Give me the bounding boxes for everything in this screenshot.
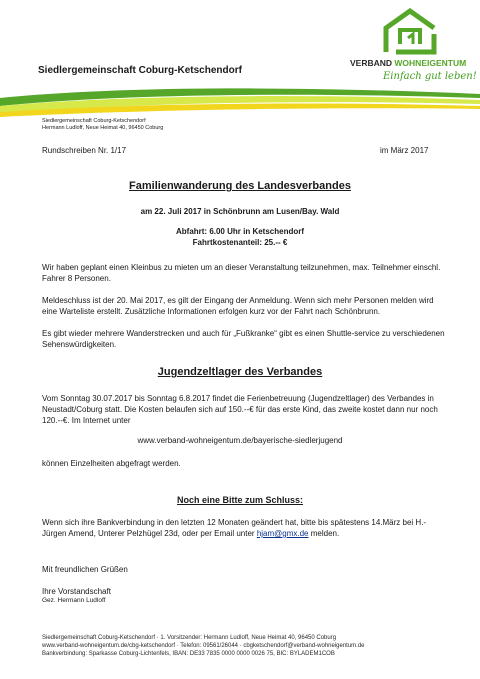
letter-date: im März 2017 [380,146,429,155]
hike-departure-info [0,226,480,248]
logo-slogan: Einfach gut leben! [383,71,477,82]
hike-paragraph: Meldeschluss ist der 20. Mai 2017, es gilt der Eingang der Anmeldung. Wenn sich mehr Personen melden wird eine Warteliste erstellt. Zusätzliche Informationen erfolgen kurz vor der Fahrt nach Schönbrunn. [42,296,434,316]
sender-line: Siedlergemeinschaft Coburg-Ketschendorf [42,118,146,124]
closing-greeting: Mit freundlichen Grüßen [42,565,128,574]
signature-name: Gez. Hermann Ludloff [42,597,106,604]
camp-paragraph: können Einzelheiten abgefragt werden. [42,459,181,468]
house-logo-icon [380,8,440,56]
hike-paragraph: Wir haben geplant einen Kleinbus zu mieten um an dieser Veranstaltung teilzunehmen, max. Teilnehmer einschl. Fahrer 8 Personen. [42,263,441,283]
hike-date-location: am 22. Juli 2017 in Schönbrunn am Lusen/Bay. Wald [140,207,340,216]
camp-paragraph: Vom Sonntag 30.07.2017 bis Sonntag 6.8.2017 findet die Ferienbetreuung (Jugendzeltlager) des Verbandes in Neustadt/Coburg statt. Die Kosten belaufen sich auf 150.--€ für das erste Kind, das zweite kostet dann nur noch 120.--€. Im Internet unter [42,394,438,425]
board-signoff: Ihre Vorstandschaft [42,587,111,596]
fare-share: Fahrtkostenanteil: 25.-- € [192,238,288,247]
footer-line: Bankverbindung: Sparkasse Coburg-Lichtenfels, IBAN: DE33 7835 0000 0000 0026 75, BIC: BYLADEM1COB [42,651,335,657]
sender-line: Hermann Ludloff, Neue Heimat 40, 96450 Coburg [42,125,164,131]
section-title-request: Noch eine Bitte zum Schluss: [176,495,304,505]
org-title: Siedlergemeinschaft Coburg-Ketschendorf [38,65,242,76]
sender-address [42,118,163,132]
header-swoosh [0,84,480,118]
footer-line: www.verband-wohneigentum.de/cbg-ketschendorf · Telefon: 09561/26044 · cbgketschendorf@verband-wohneigentum.de [42,643,365,649]
logo-brand-prefix: VERBAND [350,58,395,68]
bank-change-paragraph [42,517,447,539]
logo-brand-highlight: WOHNEIGENTUM [394,58,467,68]
footer-line: Siedlergemeinschaft Coburg-Ketschendorf · 1. Vorsitzender: Hermann Ludloff, Neue Heimat 40, 96450 Coburg [42,635,337,641]
hike-paragraph: Es gibt wieder mehrere Wanderstrecken und auch für „Fußkranke“ gibt es einen Shuttle-service zu verschiedenen Sehenswürdigkeiten. [42,329,445,349]
section-title-youth-camp: Jugendzeltlager des Verbandes [157,366,323,378]
circular-number: Rundschreiben Nr. 1/17 [42,146,127,155]
bank-change-text: Wenn sich ihre Bankverbindung in den letzten 12 Monaten geändert hat, bitte bis spätestens 14.März bei H.-Jürgen Amend, Unterer Pelzhügel 23d, oder per Email unter [42,518,427,538]
section-title-hike: Familienwanderung des Landesverbandes [129,180,351,192]
letter-footer [42,634,365,658]
signature-block [42,587,111,605]
logo-wordmark [350,58,466,68]
bank-change-text-end: melden. [308,529,340,538]
departure-time: Abfahrt: 6.00 Uhr in Ketschendorf [175,227,304,236]
camp-website-link[interactable]: www.verband-wohneigentum.de/bayerische-siedlerjugend [137,436,343,445]
email-link[interactable]: hjam@gmx.de [256,529,309,538]
